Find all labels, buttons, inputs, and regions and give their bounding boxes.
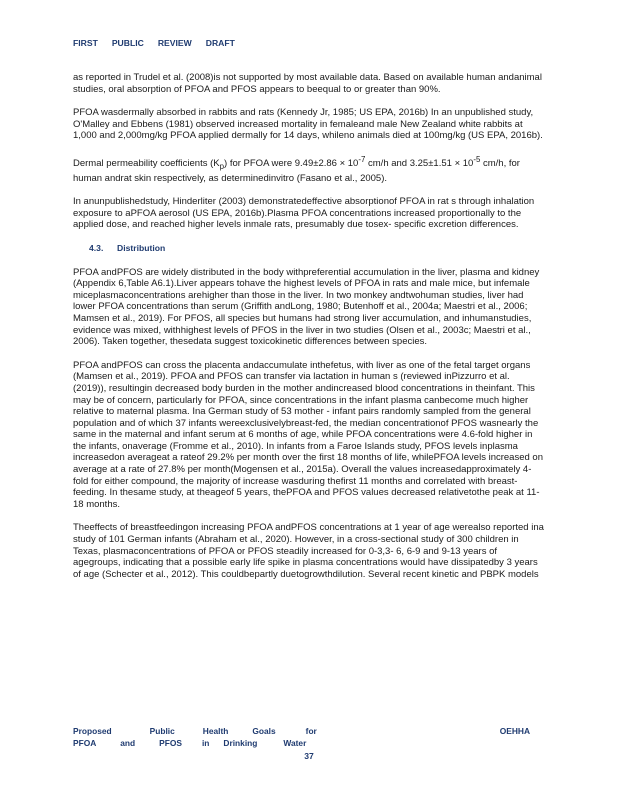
footer-word: for [305, 726, 317, 736]
paragraph: as reported in Trudel et al. (2008)is not supported by most available data. Based on available human andanimal studies, oral absorption of PFOA and PFOS appears to beequal to or greater than 90%. [73, 72, 542, 95]
footer-word: Drinking [223, 738, 258, 748]
footer-word: PFOS [159, 738, 182, 748]
footer-word: Health [202, 726, 229, 736]
header-word: DRAFT [205, 38, 235, 48]
paragraph: PFOA andPFOS can cross the placenta andaccumulate inthefetus, with liver as one of the fetal target organs (Mamsen et al., 2019). PFOA and PFOS can transfer via lactation in human s (reviewed inPizzurro et al. (2019)), resultingin decreased body burden in the mother andincreased blood concentrations in theinfant. This may be of concern, particularly for PFOA, since concentrations in the infant plasma canbecome much higher relative to maternal plasma. Ina German study of 53 mother - infant pairs randomly sampled from the general population and of which 37 infants wereexclusivelybreast-fed, the median concentrationof PFOS wasnearly the same in the maternal and infant serum at 6 months of age, while PFOA concentrations were 4.6-fold higher in the infants, onaverage (Fromme et al., 2010). In infants from a Faroe Islands study, PFOS levels inplasma increasedon averageat a rateof 29.2% per month over the first 18 months of life, whilePFOA levels increased on average at a rate of 27.8% per month(Mogensen et al., 2015a). Overall the values increasedapproximately 4-fold for either compound, the majority of increase wasduring thefirst 11 months and correlated with breast-feeding. In thesame study, at theageof 5 years, thePFOA and PFOS values decreased relativetothe peak at 11- 18 months. [73, 359, 543, 510]
footer-word: Public [149, 726, 175, 736]
paragraph: Dermal permeability coefficients $(K_p)$ for PFOA were $9.49\pm 2.86 \times 10^{-7}$ cm/h and $3.25\pm 1.51 \times 10^{-5}$ cm/h, for human andrat skin respectively, as determinedinvitro (Fasano et al., 2005). [73, 154, 520, 184]
footer-word: Goals [252, 726, 276, 736]
paragraph: PFOA wasdermally absorbed in rabbits and rats (Kennedy Jr, 1985; US EPA, 2016b) In an unpublished study, O'Malley and Ebbens (1981) observed increased mortality in femaleand male New Zealand white rabbits at 1,000 and 2,000mg/kg PFOA applied dermally for 14 days, whileno animals died at 100mg/kg (US EPA, 2016b). [73, 107, 543, 142]
section-number: 4.3. [89, 242, 104, 253]
footer-word: PFOA [73, 738, 97, 748]
footer-word: and [120, 738, 136, 748]
page-number: 37 [304, 751, 314, 761]
document-body [73, 72, 545, 592]
footer-word: Water [283, 738, 307, 748]
footer-agency: OEHHA [499, 726, 530, 736]
paragraph: Theeffects of breastfeedingon increasing PFOA andPFOS concentrations at 1 year of age werealso reported ina study of 101 German infants (Abraham et al., 2020). However, in a cross-sectional study of 300 children in Texas, plasmaconcentrations of PFOA or PFOS steadily increased for 0-3,3- 6, 6-9 and 9-13 years of agegroups, indicating that a possible early life spike in plasma concentrations would have dissipatedby 3 years of age (Schecter et al., 2012). This couldbepartly duetogrowthdilution. Several recent kinetic and PBPK models [73, 522, 544, 580]
paragraph: PFOA andPFOS are widely distributed in the body withpreferential accumulation in the liver, plasma and kidney (Appendix 6,Table A6.1).Liver appears tohave the highest levels of PFOA in rats and male mice, but infemale miceplasmaconcentrations arehigher than those in the liver. In two monkey andtwohuman studies, liver had lower PFOA concentrations than serum (Griffith andLong, 1980; Butenhoff et al., 2004a; Maestri et al., 2006; Mamsen et al., 2019). For PFOS, all species but humans had strong liver accumulation, and inhumanstudies, evidence was mixed, withhighest levels of PFOS in the liver in two studies (Olsen et al., 2003c; Maestri et al., 2006). Taken together, thesedata suggest toxicokinetic differences between species. [73, 266, 540, 348]
footer-word: in [201, 738, 210, 748]
page-footer [73, 725, 530, 749]
header-word: FIRST [73, 38, 98, 48]
draft-header [73, 38, 249, 48]
footer-word: Proposed [73, 726, 112, 736]
header-word: PUBLIC [111, 38, 144, 48]
footer-document-title [73, 725, 530, 749]
header-word: REVIEW [157, 38, 192, 48]
paragraph: In anunpublishedstudy, Hinderliter (2003) demonstratedeffective absorptionof PFOA in rat s through inhalation exposure to aPFOA aerosol (US EPA, 2016b).Plasma PFOA concentrations increased proportionally to the applied dose, and reached higher levels inmale rats, presumably due tosex- specific excretion differences. [73, 196, 535, 231]
section-heading [89, 243, 545, 255]
section-title: Distribution [117, 242, 166, 253]
